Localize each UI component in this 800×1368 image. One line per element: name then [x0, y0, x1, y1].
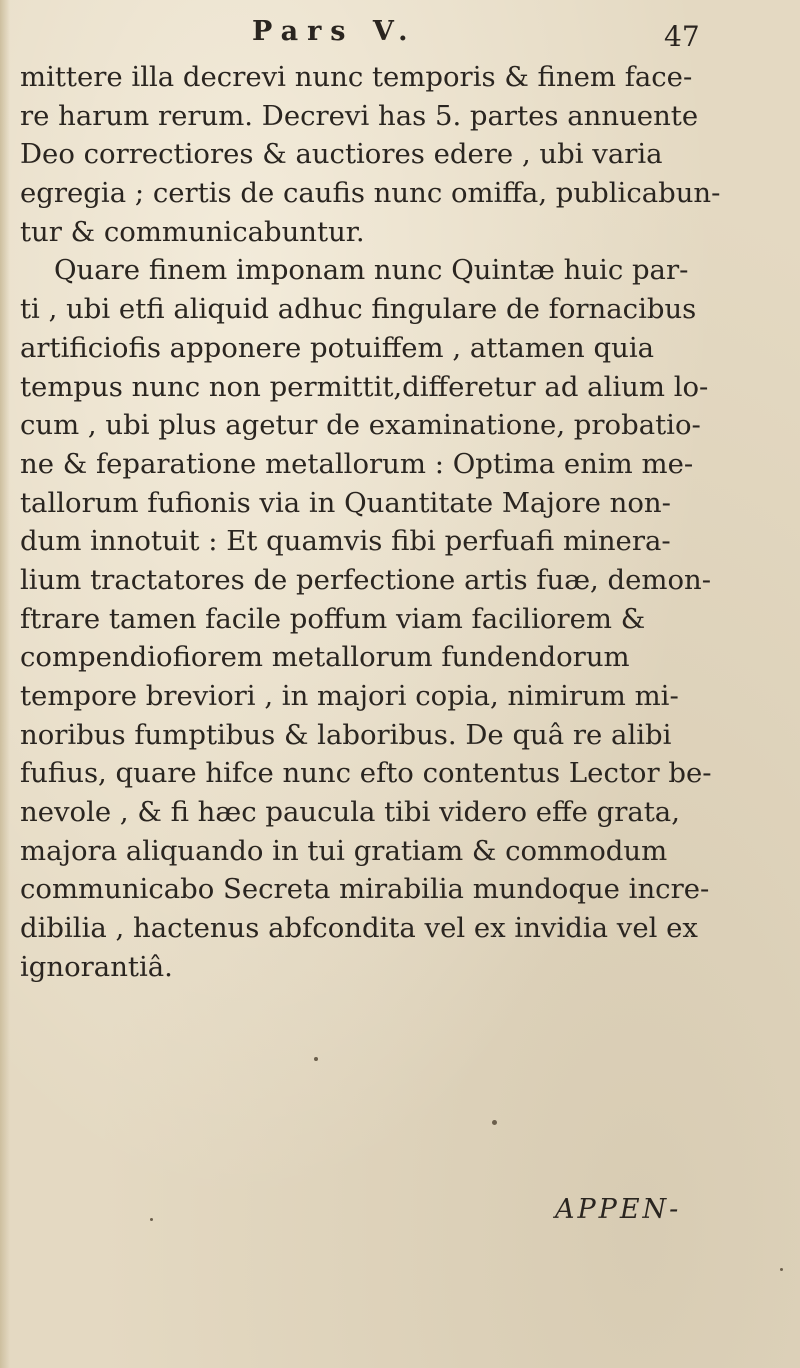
body-text	[20, 58, 780, 987]
text-line: lium tractatores de perfectione artis fuæ, demon-	[20, 563, 712, 596]
text-line: dum innotuit : Et quamvis fibi perfuafi minera-	[20, 525, 671, 558]
paper-speck	[314, 1057, 318, 1061]
text-line: ne & feparatione metallorum : Optima enim me-	[20, 447, 694, 480]
text-line: majora aliquando in tui gratiam & commodum	[20, 834, 668, 867]
text-line: cum , ubi plus agetur de examinatione, probatio-	[20, 409, 701, 442]
running-head: Pars V.	[252, 16, 417, 47]
text-line: re harum rerum. Decrevi has 5. partes annuente	[20, 99, 699, 132]
text-line: fufius, quare hifce nunc efto contentus Lector be-	[20, 757, 712, 790]
paper-speck	[150, 1218, 153, 1221]
text-line: noribus fumptibus & laboribus. De quâ re alibi	[20, 718, 672, 751]
text-line: ftrare tamen facile poffum viam faciliorem &	[20, 602, 646, 635]
catchword: APPEN-	[555, 1194, 682, 1225]
page-header	[0, 14, 800, 58]
paper-speck	[492, 1120, 497, 1125]
page-gutter-shadow	[0, 0, 10, 1368]
text-line: egregia ; certis de caufis nunc omiffa, publicabun-	[20, 177, 721, 210]
text-line: mittere illa decrevi nunc temporis & finem face-	[20, 61, 693, 93]
text-line: ti , ubi etfi aliquid adhuc fingulare de fornacibus	[20, 293, 697, 326]
text-line: compendiofiorem metallorum fundendorum	[20, 641, 630, 674]
text-line: artificiofis apponere potuiffem , attamen quia	[20, 331, 655, 364]
text-line: communicabo Secreta mirabilia mundoque incre-	[20, 873, 710, 906]
text-line: tur & communicabuntur.	[20, 215, 365, 248]
text-line: tallorum fufionis via in Quantitate Majore non-	[20, 486, 671, 519]
paragraph-first-line: Quare finem imponam nunc Quintæ huic par-	[54, 254, 689, 287]
paper-speck	[780, 1268, 783, 1271]
text-line: Deo correctiores & auctiores edere , ubi varia	[20, 138, 663, 171]
text-line: ignorantiâ.	[20, 950, 173, 983]
text-line: nevole , & fi hæc paucula tibi videro effe grata,	[20, 796, 680, 829]
text-line: tempus nunc non permittit,differetur ad alium lo-	[20, 370, 709, 403]
text-line: tempore breviori , in majori copia, nimirum mi-	[20, 680, 679, 712]
text-line: dibilia , hactenus abfcondita vel ex invidia vel ex	[20, 912, 698, 945]
page-number: 47	[664, 20, 700, 53]
